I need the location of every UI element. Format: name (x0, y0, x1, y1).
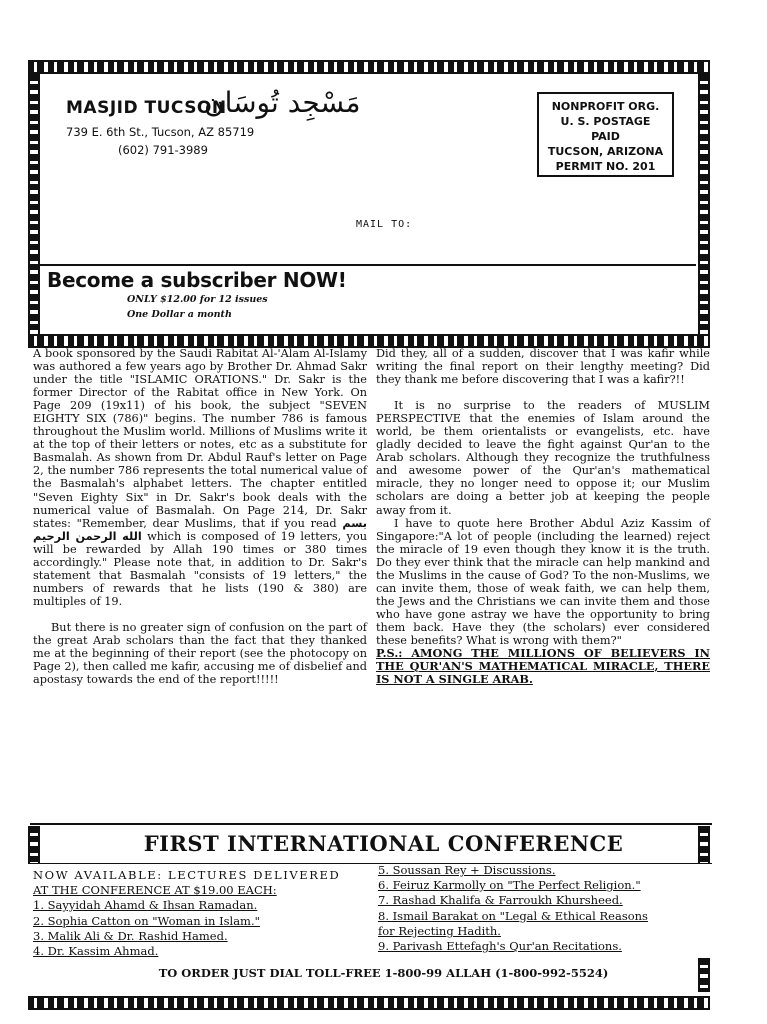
article-paragraph: But there is no greater sign of confusion on the part of the great Arab scholars than the fact that they thanked me at the beginning of their report (see the photocopy on Page 2), then called me kafir, accusing me of disbelief and apostasy towards the end of the report!!!!! (33, 620, 367, 687)
conference-top-rule (30, 823, 712, 825)
postage-indicia (537, 92, 674, 177)
postage-line: TUCSON, ARIZONA (547, 145, 664, 158)
lecture-item: 6. Feiruz Karmolly on "The Perfect Religion." (378, 878, 641, 893)
subscribe-price: ONLY $12.00 for 12 issues (127, 294, 268, 305)
postage-line: U. S. POSTAGE (560, 115, 651, 128)
subscribe-divider (40, 264, 696, 266)
left-border (28, 74, 40, 334)
article-paragraph: It is no surprise to the readers of MUSLIM PERSPECTIVE that the enemies of Islam around the world, be them orientalists or evangelists, etc. have gladly decided to leave the fight against Qur'an to the Arab scholars. Although they recognize the truthfulness and awesome power of the Qur'an's mathematical miracle, they no longer need to oppose it; our Muslim scholars are doing a better job at keeping the people away from it. (376, 399, 710, 517)
lecture-item: 4. Dr. Kassim Ahmad. (33, 944, 159, 959)
postage-line: PERMIT NO. 201 (555, 160, 656, 173)
order-line: TO ORDER JUST DIAL TOLL-FREE 1-800-99 ALLAH (1-800-992-5524) (158, 966, 609, 980)
article-left-column (33, 347, 367, 686)
lectures-intro: AT THE CONFERENCE AT $19.00 EACH: (33, 883, 277, 898)
subscribe-title: Become a subscriber NOW! (47, 268, 347, 292)
subscribe-monthly: One Dollar a month (127, 309, 232, 320)
mail-to-label: MAIL TO: (356, 219, 413, 230)
lecture-item: for Rejecting Hadith. (378, 923, 501, 938)
article-text: A book sponsored by the Saudi Rabitat Al-'Alam Al-Islamy was authored a few years ago by Brother Dr. Ahmad Sakr under the title "ISLAMIC ORATIONS." Dr. Sakr is the former Director of the Rabitat office in New York. On Page 209 (19x11) of his book, the subject "SEVEN EIGHTY SIX (786)" begins. The number 786 is famous throughout the Muslim world. Millions of Muslims write it at the top of their letters or notes, etc as a substitute for Basmalah. As shown from Dr. Abdul Rauf's letter on Page 2, the number 786 represents the total numerical value of the Basmalah's alphabet letters. The chapter entitled "Seven Eighty Six" in Dr. Sakr's book deals with the numerical value of Basmalah. On Page 214, Dr. Sakr states: "Remember, dear Muslims, that if you read (33, 347, 367, 530)
lecture-item: 7. Rashad Khalifa & Farroukh Khursheed. (378, 893, 623, 908)
lectures-right-list (378, 863, 708, 954)
lecture-item: 1. Sayyidah Ahamd & Ihsan Ramadan. (33, 898, 258, 913)
postage-line: NONPROFIT ORG. (551, 100, 660, 113)
top-border (28, 60, 710, 74)
article-paragraph (33, 347, 367, 608)
article-right-column (376, 347, 710, 686)
lecture-item: 5. Soussan Rey + Discussions. (378, 863, 556, 877)
basmalah-arabic: بسم الله الرحمن الرحيم (33, 516, 368, 543)
lecture-item: 9. Parivash Ettefagh's Qur'an Recitations. (378, 939, 622, 954)
lecture-item: 2. Sophia Catton on "Woman in Islam." (33, 913, 260, 928)
bottom-border (28, 996, 710, 1010)
postage-line: PAID (591, 130, 620, 143)
org-name-arabic: مَسْجِد تُوسَان (204, 86, 361, 119)
middle-border (28, 334, 710, 348)
article-paragraph: Did they, all of a sudden, discover that I was kafir while writing the final report on their lengthy meeting? Did they thank me before discovering that I was a kafir?!! (376, 347, 710, 387)
right-border (698, 74, 710, 334)
conference-title: FIRST INTERNATIONAL CONFERENCE (143, 831, 624, 856)
org-address: 739 E. 6th St., Tucson, AZ 85719 (66, 125, 255, 139)
article-paragraph: I have to quote here Brother Abdul Aziz Kassim of Singapore:"A lot of people (including the learned) reject the miracle of 19 even though they know it is the truth. Do they ever think that the miracle can help mankind and the Muslims in the cause of God? To the non-Muslims, we can invite them, those of weak faith, we can help them, the Jews and the Christians we can invite them and those who have gone astray we have the opportunity to bring them back. Have they (the scholars) ever considered these benefits? What is wrong with them?" (376, 516, 710, 647)
lectures-intro: NOW AVAILABLE: LECTURES DELIVERED (33, 868, 341, 882)
org-phone: (602) 791-3989 (118, 143, 208, 157)
org-name: MASJID TUCSON (66, 98, 227, 118)
lecture-item: 8. Ismail Barakat on "Legal & Ethical Reasons (378, 908, 648, 923)
article-text: which is composed of 19 letters, you will be rewarded by Allah 190 times or 380 times accordingly." Please note that, in addition to Dr. Sakr's statement that Basmalah "consists of 19 letters," the numbers of rewards that he lists (190 & 380) are multiples of 19. (33, 529, 368, 608)
lecture-item: 3. Malik Ali & Dr. Rashid Hamed. (33, 928, 228, 943)
lectures-left-list (33, 868, 368, 959)
postscript: P.S.: AMONG THE MILLIONS OF BELIEVERS IN THE QUR'AN'S MATHEMATICAL MIRACLE, THERE IS NOT A SINGLE ARAB. (376, 646, 710, 687)
